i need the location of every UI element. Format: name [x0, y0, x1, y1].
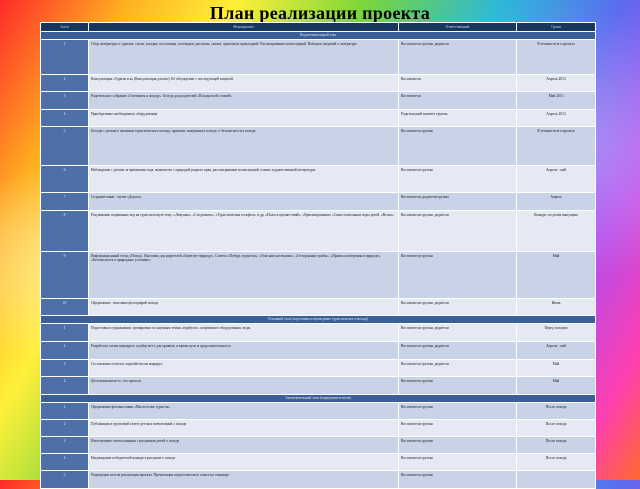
section-header-row [41, 316, 596, 324]
table-row [41, 471, 596, 489]
row-responsible: Воспитатели группы, родители [399, 342, 517, 360]
row-number: 4 [41, 454, 89, 471]
table-row [41, 110, 596, 127]
row-term: После похода [517, 437, 596, 454]
section-title: Основной этап (подготовка и проведение туристического похода) [41, 316, 596, 324]
row-term: Май 2013 [517, 92, 596, 110]
row-responsible: Воспитатели группы, родители [399, 360, 517, 377]
row-term: Апрель - май [517, 342, 596, 360]
row-term: После похода [517, 454, 596, 471]
table-row [41, 252, 596, 299]
row-term: Апрель [517, 193, 596, 211]
row-activity: Оформление фотовыставки «Мы веселые туристы» [89, 403, 399, 420]
table-row [41, 377, 596, 395]
row-activity: Подготовка и упражнения, тренировки: по научным темам, атрибутах, спортивного оборудования, воды [89, 324, 399, 342]
table-header-row [41, 23, 596, 32]
row-number: 10 [41, 299, 89, 316]
row-number: 4 [41, 377, 89, 395]
row-activity: Публикация в групповой газете детских впечатлений о походе [89, 420, 399, 437]
table-row [41, 75, 596, 92]
table-row [41, 342, 596, 360]
row-term: Май [517, 360, 596, 377]
table-row [41, 324, 596, 342]
table-row [41, 193, 596, 211]
row-responsible: Воспитатели группы [399, 252, 517, 299]
table-row [41, 211, 596, 252]
row-responsible: Воспитатели, родители группы [399, 193, 517, 211]
row-term: Июнь [517, 299, 596, 316]
section-header-row [41, 32, 596, 40]
row-term: После похода [517, 420, 596, 437]
row-term [517, 471, 596, 489]
row-activity: Разучивание подвижных игр на туристическую тему: «Ловушка», «Следопыты», «Туристическая эстафета» и др. «Полоса препятствий», «Ориентирование» «Самостоятельные игры детей. «Весна» [89, 211, 399, 252]
row-activity: Родительское собрание «Готовимся к походу». Беседа для родителей «Походы всей семьей» [89, 92, 399, 110]
row-number: 2 [41, 420, 89, 437]
row-responsible: Родительский комитет группы [399, 110, 517, 127]
row-responsible: Воспитатели [399, 92, 517, 110]
row-number: 3 [41, 92, 89, 110]
table-row [41, 299, 596, 316]
row-number: 9 [41, 252, 89, 299]
row-number: 3 [41, 437, 89, 454]
row-responsible: Воспитатели группы [399, 403, 517, 420]
row-term: В течение всего проекта [517, 127, 596, 166]
row-activity: Наблюдение с детьми за временами года, знакомство с природой родного края, рассматривание иллюстраций, чтение художественной литературы [89, 166, 399, 193]
row-responsible: Воспитатели группы [399, 166, 517, 193]
row-number: 2 [41, 342, 89, 360]
row-responsible: Воспитатели группы [399, 127, 517, 166]
row-term: Май [517, 252, 596, 299]
row-responsible: Воспитатели группы, родители [399, 324, 517, 342]
table-row [41, 127, 596, 166]
row-activity: Беседы с детьми о значении туристического похода, правилах поведения в походе, о безопасности в походе. [89, 127, 399, 166]
row-activity: Создание мини - музея «Дорога» [89, 193, 399, 211]
row-number: 1 [41, 40, 89, 75]
row-number: 5 [41, 471, 89, 489]
row-responsible: Воспитатели группы [399, 437, 517, 454]
plan-document [40, 22, 595, 477]
row-term: Апрель 2013 [517, 110, 596, 127]
header-responsible: Ответственный [399, 23, 517, 32]
section-title: Заключительный этап (подведение итогов) [41, 395, 596, 403]
row-responsible: Воспитатели группы, родители [399, 211, 517, 252]
row-number: 7 [41, 193, 89, 211]
row-number: 3 [41, 360, 89, 377]
row-responsible: Воспитатели группы [399, 377, 517, 395]
table-row [41, 454, 596, 471]
row-responsible: Воспитатели группы, родители [399, 40, 517, 75]
row-activity: Разработка схемы маршрута, подбор мест для привала, и время пути и продолжительности [89, 342, 399, 360]
row-responsible: Воспитатели группы [399, 454, 517, 471]
row-term: Апрель - май [517, 166, 596, 193]
row-term: Май [517, 377, 596, 395]
section-title: Подготовительный этап [41, 32, 596, 40]
header-activity: Мероприятие [89, 23, 399, 32]
header-terms: Сроки [517, 23, 596, 32]
row-responsible: Воспитатели [399, 75, 517, 92]
row-number: 1 [41, 403, 89, 420]
row-responsible: Воспитатели группы, родители [399, 299, 517, 316]
row-activity: Составление отчета и ходатайство на маршрут [89, 360, 399, 377]
table-row [41, 437, 596, 454]
page-title: План реализации проекта [209, 3, 431, 23]
row-responsible: Воспитатели группы [399, 420, 517, 437]
row-activity: Подведение итогов реализации проекта. Презентация педагогического опыта на семинаре [89, 471, 399, 489]
row-term: Апрель 2013 [517, 75, 596, 92]
plan-table [40, 22, 596, 489]
row-activity: Награждение победителей конкурса рисунков о походе [89, 454, 399, 471]
row-responsible: Воспитатели группы [399, 471, 517, 489]
table-row [41, 360, 596, 377]
row-number: 2 [41, 75, 89, 92]
row-activity: Дети выполнили то, что прошли [89, 377, 399, 395]
row-activity: Оформление - выставка фотографий похода [89, 299, 399, 316]
row-number: 4 [41, 110, 89, 127]
row-activity: Информационный стенд «Поход». Выставка для родителей «Берегите природу». Советы «Побудь туристом». «Опасные насекомые», «Осторожные грибы». «Правила поведения в природе», «Безопасность в природных условиях» [89, 252, 399, 299]
row-number: 5 [41, 127, 89, 166]
table-row [41, 166, 596, 193]
row-term: Конкурс по детям выпущена [517, 211, 596, 252]
row-term: Перед походом [517, 324, 596, 342]
row-activity: Изготовление газеты-книжки с рисунками детей о походе [89, 437, 399, 454]
header-number: №п/п [41, 23, 89, 32]
row-activity: Сбор литературы о туризме: стихи, загадки, пословицы, поговорки, рассказы, сказки, практикум прикладной. Рассматривание иллюстраций. Выборка сведений о литературе. [89, 40, 399, 75]
row-activity: Консультация «Туризм и я» (Консультация для вас). Её обсуждение с последующей защитой. [89, 75, 399, 92]
table-row [41, 403, 596, 420]
row-term: В течение всего проекта [517, 40, 596, 75]
section-header-row [41, 395, 596, 403]
row-number: 1 [41, 324, 89, 342]
row-number: 6 [41, 166, 89, 193]
row-activity: Приобретение необходимого оборудования [89, 110, 399, 127]
table-row [41, 92, 596, 110]
row-term: После похода [517, 403, 596, 420]
row-number: 8 [41, 211, 89, 252]
table-row [41, 420, 596, 437]
table-row [41, 40, 596, 75]
